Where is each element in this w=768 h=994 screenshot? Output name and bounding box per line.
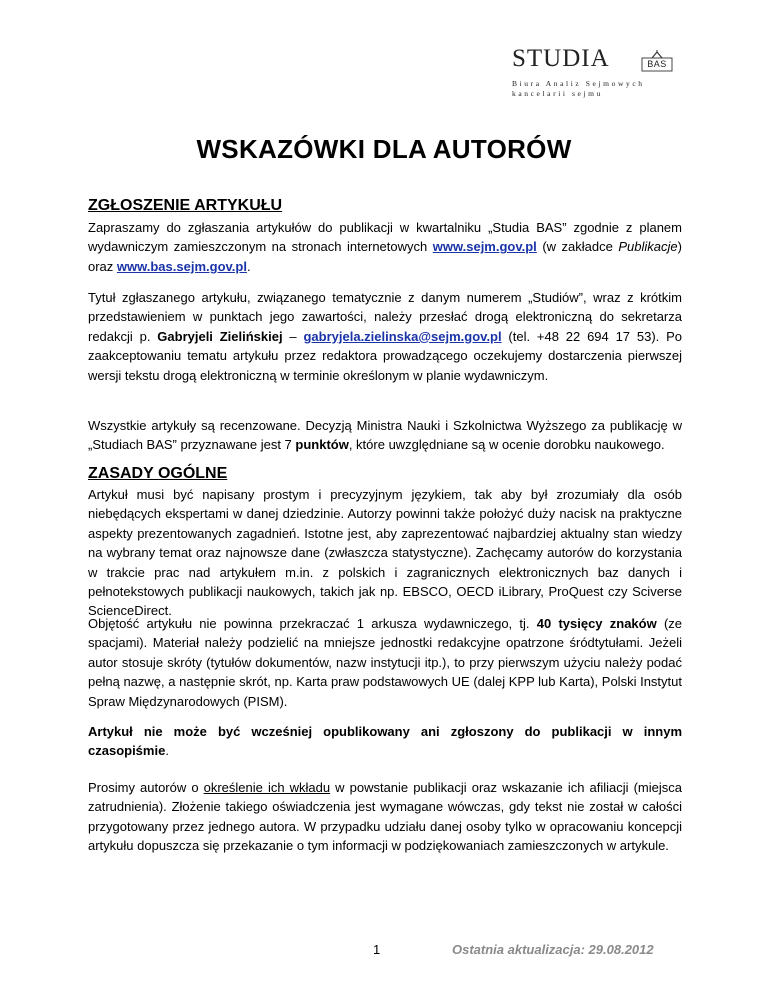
text-run: Zapraszamy do zgłaszania artykułów do publikacji w kwartalniku „Studia BAS” zgodnie z planem wydawniczym zamieszczonym na stronach internetowych	[88, 220, 682, 255]
link-bas-website[interactable]: www.bas.sejm.gov.pl	[116, 258, 247, 274]
link-sejm-website[interactable]: www.sejm.gov.pl	[432, 239, 537, 255]
section-heading-general-rules: ZASADY OGÓLNE	[88, 465, 228, 482]
studia-bas-logo	[512, 46, 680, 102]
text-run: Wszystkie artykuły są recenzowane. Decyzją Ministra Nauki i Szkolnictwa Wyższego za publikację w „Studiach BAS” przyznawane jest 7	[88, 418, 682, 453]
paragraph-contribution	[88, 778, 682, 856]
paragraph-language: Artykuł musi być napisany prostym i precyzyjnym językiem, tak aby był zrozumiały dla osób niebędących ekspertami w danej dziedzinie. Autorzy powinni także położyć duży nacisk na praktyczne aspekty prezentowanych zagadnień. Istotne jest, aby zaprezentować najbardziej aktualny stan wiedzy na wybrany temat oraz najnowsze dane (zwłaszcza statystyczne). Zachęcamy autorów do korzystania w trakcie prac nad artykułem m.in. z polskich i zagranicznych elektronicznych baz danych i pełnotekstowych publikacji naukowych, takich jak np. EBSCO, OECD iLibrary, ProQuest czy Sciverse ScienceDirect.	[88, 487, 682, 619]
section-heading-submission: ZGŁOSZENIE ARTYKUŁU	[88, 197, 283, 214]
text-run: , które uwzględniane są w ocenie dorobku naukowego.	[348, 437, 665, 453]
text-run: Objętość artykułu nie powinna przekraczać 1 arkusza wydawniczego, tj.	[88, 616, 537, 631]
text-run: w powstanie publikacji oraz wskazanie ich afiliacji (miejsca zatrudnienia). Złożenie takiego oświadczenia jest wymagane wówczas, gdy tekst nie został w całości przygotowany przez jednego autora. W przypadku udziału danej osoby tylko w opracowaniu koncepcji artykułu dopuszcza się przekazanie o tym informacji w podziękowaniach zamieszczonych w artykule.	[88, 780, 682, 854]
paragraph-submission-procedure	[88, 288, 682, 385]
secretary-name: Gabryjeli Zielińskiej	[157, 328, 283, 344]
link-secretary-email[interactable]: gabryjela.zielinska@sejm.gov.pl	[303, 328, 502, 344]
text-run-italic: Publikacje	[618, 239, 678, 255]
page-title: WSKAZÓWKI DLA AUTORÓW	[196, 134, 572, 164]
text-run-bold: punktów	[295, 437, 349, 453]
text-run: Prosimy autorów o	[88, 780, 204, 795]
text-run: (w zakładce	[536, 239, 619, 255]
paragraph-length	[88, 614, 682, 711]
paragraph-review	[88, 416, 682, 455]
text-run-bold: Artykuł nie może być wcześniej opublikowany ani zgłoszony do publikacji w innym czasopiśmie	[88, 724, 682, 759]
sejm-emblem-icon	[638, 49, 676, 73]
text-run: .	[246, 258, 251, 274]
text-run: .	[165, 743, 169, 759]
text-run: Tytuł zgłaszanego artykułu, związanego tematycznie z danym numerem „Studiów”, wraz z krótkim przedstawieniem w punktach jego zawartości, należy przesłać drogą elektroniczną do sekretarza redakcji p.	[88, 290, 682, 344]
logo-mark-label: BAS	[647, 59, 667, 69]
text-run-bold: 40 tysięcy znaków	[536, 616, 657, 631]
paragraph-originality	[88, 722, 682, 761]
text-run: (tel. +48 22 694 17 53). Po zaakceptowaniu tematu artykułu przez redaktora prowadzącego oczekujemy dostarczenia pierwszej wersji tekstu drogą elektroniczną w terminie określonym w planie wydawniczym.	[88, 328, 682, 383]
text-run-underlined: określenie ich wkładu	[203, 780, 331, 795]
logo-wordmark: STUDIA	[512, 45, 610, 72]
text-run: ) oraz	[88, 239, 682, 274]
logo-line-2: kancelarii sejmu	[512, 89, 603, 98]
logo-line-1: Biura Analiz Sejmowych	[512, 79, 645, 88]
last-updated: Ostatnia aktualizacja: 29.08.2012	[452, 942, 654, 957]
text-run: (ze spacjami). Materiał należy podzielić na mniejsze jednostki redakcyjne opatrzone śródtytułami. Jeżeli autor stosuje skróty (tytułów dokumentów, nazw instytucji itp.), to przy pierwszym użyciu należy podać pełną nazwę, a następnie skrót, np. Karta praw podstawowych UE (dalej KPP lub Karta), Polski Instytut Spraw Międzynarodowych (PISM).	[88, 616, 683, 709]
text-run: –	[282, 328, 304, 344]
page-number: 1	[373, 942, 381, 957]
paragraph-invitation	[88, 218, 682, 276]
